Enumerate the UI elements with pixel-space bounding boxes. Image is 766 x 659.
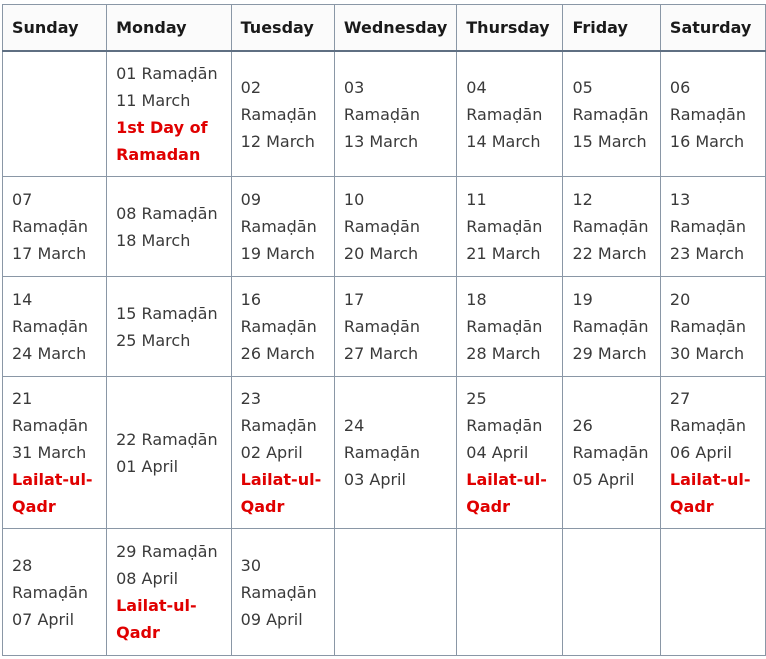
day-line: 05 — [572, 77, 593, 97]
day-line: 21 — [12, 389, 33, 408]
day-line: Ramaḍān — [572, 317, 649, 336]
day-line: 03 — [343, 77, 365, 97]
day-line: 09 April — [240, 609, 303, 629]
day-line: 29 Ramaḍān — [116, 542, 218, 561]
day-line: 14 March — [466, 131, 541, 151]
day-line: 14 — [12, 290, 33, 309]
day-line: 24 — [343, 416, 365, 435]
day-cell — [107, 529, 232, 656]
day-line: 22 March — [572, 244, 647, 263]
day-line: Ramaḍān — [669, 104, 746, 124]
day-line: 31 March — [12, 443, 87, 462]
day-line: 12 March — [240, 131, 315, 151]
day-line: Ramaḍān — [669, 416, 746, 435]
week-row — [3, 377, 766, 529]
day-cell — [334, 377, 456, 529]
day-line: 02 April — [240, 443, 303, 462]
event-label: Lailat-ul-Qadr — [669, 470, 751, 516]
day-line: 10 — [343, 190, 365, 209]
day-line: Ramaḍān — [466, 416, 543, 435]
header-thursday: Thursday — [457, 5, 563, 52]
day-cell — [334, 51, 456, 177]
day-line: 23 March — [669, 244, 745, 263]
day-line: 13 March — [343, 131, 419, 151]
day-cell — [231, 277, 334, 377]
day-line: Ramaḍān — [572, 217, 649, 236]
day-cell — [334, 277, 456, 377]
day-line: Ramaḍān — [572, 443, 649, 462]
day-cell — [660, 51, 765, 177]
header-sunday: Sunday — [3, 5, 107, 52]
day-line: 27 March — [343, 344, 419, 363]
empty-cell — [457, 529, 563, 656]
day-cell — [563, 51, 660, 177]
header-monday: Monday — [107, 5, 232, 52]
day-cell — [107, 377, 232, 529]
day-line: 11 March — [116, 91, 191, 110]
day-line: 01 Ramaḍān — [116, 64, 218, 83]
day-line: Ramaḍān — [343, 443, 420, 462]
day-line: Ramaḍān — [240, 582, 317, 602]
empty-cell — [563, 529, 660, 656]
day-line: 17 March — [12, 244, 87, 263]
day-line: 03 April — [343, 470, 406, 489]
day-line: 15 March — [572, 131, 647, 151]
week-row — [3, 277, 766, 377]
day-cell — [107, 51, 232, 177]
day-cell — [3, 177, 107, 277]
day-line: 19 — [572, 290, 593, 309]
event-label: Lailat-ul-Qadr — [466, 470, 547, 516]
day-line: Ramaḍān — [12, 317, 89, 336]
day-line: 09 — [240, 190, 261, 209]
day-line: 20 March — [343, 244, 419, 263]
day-line: Ramaḍān — [466, 217, 543, 236]
day-line: 29 March — [572, 344, 647, 363]
day-line: 27 — [669, 389, 691, 408]
day-cell — [660, 177, 765, 277]
day-line: Ramaḍān — [343, 104, 420, 124]
day-line: 18 March — [116, 230, 191, 250]
day-line: Ramaḍān — [12, 416, 89, 435]
day-line: Ramaḍān — [466, 317, 543, 336]
day-line: 26 March — [240, 344, 315, 363]
day-line: 04 April — [466, 443, 529, 462]
day-cell — [231, 377, 334, 529]
day-line: Ramaḍān — [343, 317, 420, 336]
day-line: Ramaḍān — [466, 104, 543, 124]
calendar-body — [3, 51, 766, 656]
day-cell — [3, 377, 107, 529]
day-line: 30 March — [669, 344, 745, 363]
day-line: Ramaḍān — [669, 217, 746, 236]
day-line: 18 — [466, 290, 487, 309]
header-row — [3, 5, 766, 52]
event-label: Lailat-ul-Qadr — [12, 470, 93, 516]
week-row — [3, 177, 766, 277]
day-cell — [231, 51, 334, 177]
day-cell — [107, 277, 232, 377]
day-line: 04 — [466, 77, 487, 97]
day-line: 15 Ramaḍān — [116, 303, 218, 323]
event-label: Lailat-ul-Qadr — [116, 596, 197, 642]
day-cell — [3, 51, 107, 177]
day-cell — [334, 177, 456, 277]
day-cell — [231, 529, 334, 656]
day-cell — [660, 377, 765, 529]
header-saturday: Saturday — [660, 5, 765, 52]
day-line: 07 April — [12, 609, 75, 629]
day-line: 07 — [12, 190, 33, 209]
ramadan-calendar-table — [2, 4, 766, 656]
day-line: Ramaḍān — [240, 217, 317, 236]
day-line: 22 Ramaḍān — [116, 429, 218, 449]
day-line: Ramaḍān — [12, 217, 89, 236]
day-cell — [3, 277, 107, 377]
day-line: Ramaḍān — [240, 416, 317, 435]
day-cell — [563, 377, 660, 529]
day-line: 17 — [343, 290, 365, 309]
day-line: 05 April — [572, 470, 635, 489]
day-line: 25 March — [116, 330, 191, 350]
empty-cell — [660, 529, 765, 656]
day-cell — [107, 177, 232, 277]
day-cell — [457, 51, 563, 177]
event-label: Lailat-ul-Qadr — [240, 470, 322, 516]
day-line: 26 — [572, 416, 593, 435]
day-line: 13 — [669, 190, 691, 209]
day-cell — [660, 277, 765, 377]
day-line: 24 March — [12, 344, 87, 363]
day-line: 20 — [669, 290, 691, 309]
day-cell — [3, 529, 107, 656]
day-cell — [457, 377, 563, 529]
day-line: 30 — [240, 555, 261, 575]
day-line: 16 March — [669, 131, 745, 151]
week-row — [3, 529, 766, 656]
event-label: 1st Day of Ramadan — [116, 118, 208, 164]
day-line: 28 — [12, 555, 33, 575]
day-cell — [231, 177, 334, 277]
day-line: 06 — [669, 77, 691, 97]
day-line: 06 April — [669, 443, 732, 462]
day-line: 23 — [240, 389, 261, 408]
day-line: 01 April — [116, 456, 179, 476]
day-line: Ramaḍān — [240, 104, 317, 124]
day-cell — [563, 177, 660, 277]
day-cell — [563, 277, 660, 377]
day-line: 08 Ramaḍān — [116, 203, 218, 223]
day-line: 12 — [572, 190, 593, 209]
day-cell — [457, 277, 563, 377]
day-line: Ramaḍān — [343, 217, 420, 236]
header-friday: Friday — [563, 5, 660, 52]
day-line: 08 April — [116, 569, 179, 588]
empty-cell — [334, 529, 456, 656]
day-line: Ramaḍān — [572, 104, 649, 124]
day-line: 11 — [466, 190, 487, 209]
day-line: 16 — [240, 290, 261, 309]
day-line: 28 March — [466, 344, 541, 363]
day-line: 19 March — [240, 244, 315, 263]
day-line: 02 — [240, 77, 261, 97]
day-line: Ramaḍān — [669, 317, 746, 336]
day-line: 21 March — [466, 244, 541, 263]
header-tuesday: Tuesday — [231, 5, 334, 52]
day-line: 25 — [466, 389, 487, 408]
day-cell — [457, 177, 563, 277]
header-wednesday: Wednesday — [334, 5, 456, 52]
week-row — [3, 51, 766, 177]
day-line: Ramaḍān — [12, 582, 89, 602]
day-line: Ramaḍān — [240, 317, 317, 336]
